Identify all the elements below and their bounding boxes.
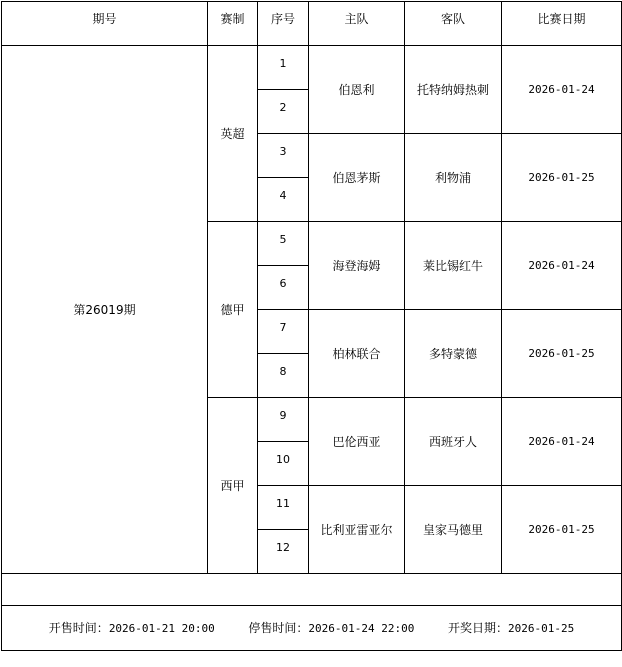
sale-start-value: 2026-01-21 20:00: [108, 621, 215, 635]
match-date-cell: 2026-01-24: [502, 222, 622, 310]
seq-cell: 4: [258, 178, 309, 222]
spacer-row: [2, 574, 622, 606]
footer-row: [2, 606, 622, 651]
match-date-cell: 2026-01-24: [502, 46, 622, 134]
sale-info-cell: [2, 606, 622, 651]
draw-date-value: 2026-01-25: [507, 621, 575, 635]
league-cell: 德甲: [208, 222, 258, 398]
league-cell: 西甲: [208, 398, 258, 574]
seq-cell: 2: [258, 90, 309, 134]
sale-stop-label: 停售时间：: [248, 620, 309, 635]
sale-stop-value: 2026-01-24 22:00: [308, 621, 415, 635]
home-team-cell: 海登海姆: [309, 222, 405, 310]
home-team-cell: 柏林联合: [309, 310, 405, 398]
league-cell: 英超: [208, 46, 258, 222]
match-date-cell: 2026-01-25: [502, 310, 622, 398]
home-team-cell: 比利亚雷亚尔: [309, 486, 405, 574]
home-team-cell: 巴伦西亚: [309, 398, 405, 486]
seq-cell: 3: [258, 134, 309, 178]
away-team-cell: 托特纳姆热刺: [405, 46, 502, 134]
draw-date-label: 开奖日期：: [447, 620, 508, 635]
away-team-cell: 西班牙人: [405, 398, 502, 486]
sale-start: [49, 621, 215, 636]
sale-info: [2, 621, 621, 636]
header-away: 客队: [405, 2, 502, 46]
seq-cell: 8: [258, 354, 309, 398]
seq-cell: 11: [258, 486, 309, 530]
seq-cell: 12: [258, 530, 309, 574]
away-team-cell: 多特蒙德: [405, 310, 502, 398]
seq-cell: 1: [258, 46, 309, 90]
seq-cell: 6: [258, 266, 309, 310]
seq-cell: 10: [258, 442, 309, 486]
header-seq: 序号: [258, 2, 309, 46]
match-date-cell: 2026-01-24: [502, 398, 622, 486]
header-home: 主队: [309, 2, 405, 46]
draw-date: [448, 621, 574, 636]
header-date: 比赛日期: [502, 2, 622, 46]
header-league: 赛制: [208, 2, 258, 46]
away-team-cell: 皇家马德里: [405, 486, 502, 574]
sale-start-label: 开售时间：: [48, 620, 109, 635]
home-team-cell: 伯恩茅斯: [309, 134, 405, 222]
issue-cell: 第26019期: [2, 46, 208, 574]
away-team-cell: 莱比锡红牛: [405, 222, 502, 310]
away-team-cell: 利物浦: [405, 134, 502, 222]
match-date-cell: 2026-01-25: [502, 486, 622, 574]
table-row: [2, 46, 622, 90]
seq-cell: 5: [258, 222, 309, 266]
home-team-cell: 伯恩利: [309, 46, 405, 134]
schedule-table: [1, 1, 622, 651]
header-issue: 期号: [2, 2, 208, 46]
empty-cell: [2, 574, 622, 606]
seq-cell: 7: [258, 310, 309, 354]
sale-stop: [248, 621, 414, 636]
match-date-cell: 2026-01-25: [502, 134, 622, 222]
header-row: [2, 2, 622, 46]
seq-cell: 9: [258, 398, 309, 442]
